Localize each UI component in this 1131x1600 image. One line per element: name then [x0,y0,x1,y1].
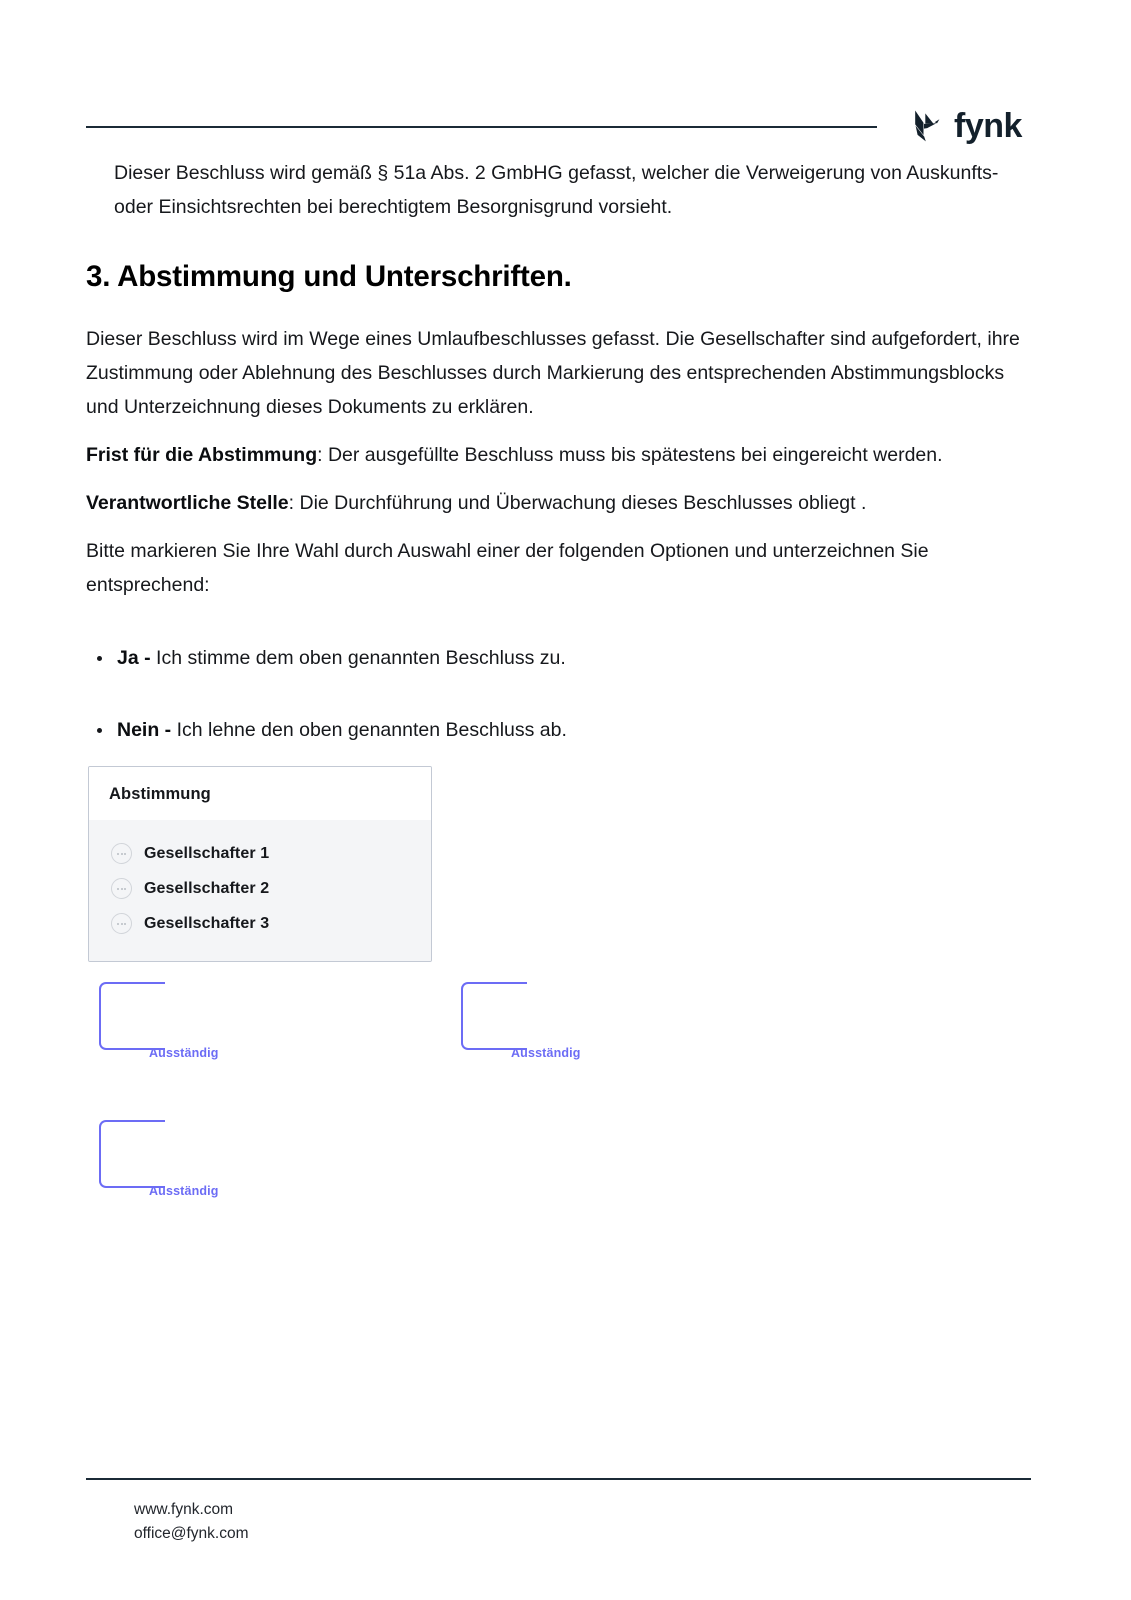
deadline-text: : Der ausgefüllte Beschluss muss bis spätestens bei eingereicht werden. [317,444,943,466]
origami-bird-icon [903,104,947,148]
responsible-text: : Die Durchführung und Überwachung dieses Beschlusses obliegt . [288,492,867,514]
voter-row[interactable] [89,871,431,906]
pending-ellipsis-icon[interactable] [111,843,132,864]
deadline-label: Frist für die Abstimmung [86,444,318,466]
document-header [0,0,1131,150]
signature-bracket-icon [461,982,527,1050]
voter-name: Gesellschafter 2 [144,879,270,897]
document-content [86,156,1031,746]
signature-status-badge: Ausständig [149,1046,219,1060]
signature-field[interactable] [461,982,581,1060]
responsible-label: Verantwortliche Stelle [86,492,289,514]
signature-field[interactable] [99,1120,219,1198]
pending-ellipsis-icon[interactable] [111,913,132,934]
intro-paragraph: Dieser Beschluss wird gemäß § 51a Abs. 2 GmbHG gefasst, welcher die Verweigerung von Auskunfts- oder Einsichtsrechten bei berechtigtem Besorgnisgrund vorsieht. [114,162,999,218]
deadline-paragraph [86,438,1031,472]
abstimmung-card-title: Abstimmung [89,767,431,820]
abstimmung-card[interactable] [88,766,432,962]
vote-option-nein-text: Ich lehne den oben genannten Beschluss ab. [171,719,567,741]
footer-divider [86,1478,1031,1480]
signature-bracket-icon [99,1120,165,1188]
voter-row[interactable] [89,906,431,941]
brand-logo [903,100,1031,152]
vote-option-nein-label: Nein - [117,719,172,741]
instruction-paragraph: Bitte markieren Sie Ihre Wahl durch Auswahl einer der folgenden Optionen und unterzeichnen Sie entsprechend: [86,540,929,596]
vote-option-ja [86,642,1031,674]
footer-email[interactable]: office@fynk.com [134,1525,249,1542]
footer-website[interactable]: www.fynk.com [134,1501,234,1518]
signature-bracket-icon [99,982,165,1050]
responsible-paragraph [86,486,1031,520]
intro-block [86,156,1031,224]
header-divider [86,126,877,128]
vote-option-nein [86,714,1031,746]
voter-name: Gesellschafter 3 [144,914,270,932]
vote-option-ja-label: Ja - [117,647,151,669]
signature-field[interactable] [99,982,219,1060]
document-footer [0,1440,1131,1600]
signature-status-badge: Ausständig [511,1046,581,1060]
vote-option-ja-text: Ich stimme dem oben genannten Beschluss zu. [150,647,566,669]
signature-status-badge: Ausständig [149,1184,219,1198]
brand-wordmark: fynk [954,107,1022,145]
voter-name: Gesellschafter 1 [144,844,270,862]
vote-options-list [86,642,1031,746]
abstimmung-voter-list [89,820,431,961]
section-heading: 3. Abstimmung und Unterschriften. [86,260,572,293]
footer-contact [134,1498,249,1546]
pending-ellipsis-icon[interactable] [111,878,132,899]
voter-row[interactable] [89,836,431,871]
section-paragraph-1: Dieser Beschluss wird im Wege eines Umlaufbeschlusses gefasst. Die Gesellschafter sind aufgefordert, ihre Zustimmung oder Ablehnung des Beschlusses durch Markierung des entsprechenden Abstimmungsblocks und Unterzeichnung dieses Dokuments zu erklären. [86,328,1020,418]
